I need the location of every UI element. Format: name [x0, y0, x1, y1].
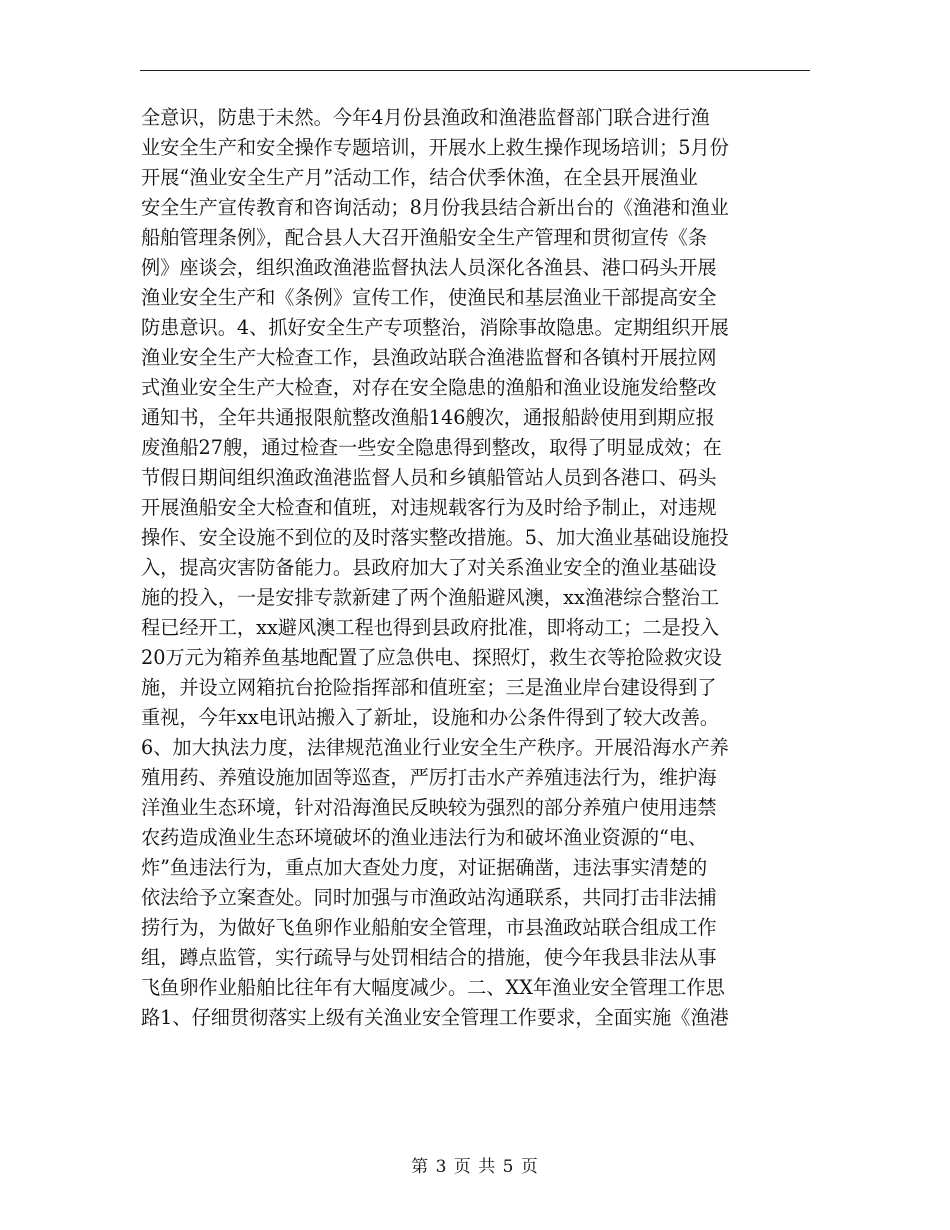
text-line: 6、加大执法力度，法律规范渔业行业安全生产秩序。开展沿海水产养 [141, 736, 729, 759]
text-line: 殖用药、养殖设施加固等巡查，严厉打击水产养殖违法行为，维护海 [141, 766, 717, 789]
text-line: 施，并设立网箱抗台抢险指挥部和值班室；三是渔业岸台建设得到了 [141, 676, 717, 699]
header-rule [140, 70, 810, 71]
text-line: 通知书，全年共通报限航整改渔船146艘次，通报船龄使用到期应报 [141, 406, 715, 429]
text-line: 施的投入，一是安排专款新建了两个渔船避风澳，xx渔港综合整治工 [141, 586, 720, 609]
text-line: 节假日期间组织渔政渔港监督人员和乡镇船管站人员到各港口、码头 [141, 466, 717, 489]
text-line: 废渔船27艘，通过检查一些安全隐患得到整改，取得了明显成效；在 [141, 436, 722, 459]
text-line: 船舶管理条例》，配合县人大召开渔船安全生产管理和贯彻宣传《条 [141, 226, 708, 249]
text-line: 渔业安全生产和《条例》宣传工作，使渔民和基层渔业干部提高安全 [141, 286, 717, 309]
text-line: 防患意识。4、抓好安全生产专项整治，消除事故隐患。定期组织开展 [141, 316, 729, 339]
text-line: 捞行为，为做好飞鱼卵作业船舶安全管理，市县渔政站联合组成工作 [141, 916, 717, 939]
text-line: 洋渔业生态环境，针对沿海渔民反映较为强烈的部分养殖户使用违禁 [141, 796, 717, 819]
text-line: 例》座谈会，组织渔政渔港监督执法人员深化各渔县、港口码头开展 [141, 256, 717, 279]
text-line: 开展渔船安全大检查和值班，对违规载客行为及时给予制止，对违规 [141, 496, 717, 519]
text-line: 20万元为箱养鱼基地配置了应急供电、探照灯，救生衣等抢险救灾设 [141, 646, 722, 669]
body-text [141, 103, 821, 1033]
text-line: 开展“渔业安全生产月”活动工作，结合伏季休渔，在全县开展渔业 [141, 166, 698, 189]
text-line: 程已经开工，xx避风澳工程也得到县政府批准，即将动工；二是投入 [141, 616, 720, 639]
text-line: 渔业安全生产大检查工作，县渔政站联合渔港监督和各镇村开展拉网 [141, 346, 717, 369]
text-line: 操作、安全设施不到位的及时落实整改措施。5、加大渔业基础设施投 [141, 526, 729, 549]
text-line: 重视，今年xx电讯站搬入了新址，设施和办公条件得到了较大改善。 [141, 706, 720, 729]
text-line: 炸”鱼违法行为，重点加大查处力度，对证据确凿，违法事实清楚的 [141, 856, 708, 879]
text-line: 飞鱼卵作业船舶比往年有大幅度减少。二、XX年渔业安全管理工作思 [141, 976, 725, 999]
text-line: 入，提高灾害防备能力。县政府加大了对关系渔业安全的渔业基础设 [141, 556, 717, 579]
text-line: 依法给予立案查处。同时加强与市渔政站沟通联系，共同打击非法捕 [141, 886, 717, 909]
text-line: 业安全生产和安全操作专题培训，开展水上救生操作现场培训；5月份 [141, 136, 729, 159]
text-line: 农药造成渔业生态环境破坏的渔业违法行为和破坏渔业资源的“电、 [141, 826, 708, 849]
text-line: 全意识，防患于未然。今年4月份县渔政和渔港监督部门联合进行渔 [141, 106, 710, 129]
text-line: 式渔业安全生产大检查，对存在安全隐患的渔船和渔业设施发给整改 [141, 376, 717, 399]
text-line: 路1、仔细贯彻落实上级有关渔业安全管理工作要求，全面实施《渔港 [141, 1006, 729, 1029]
text-line: 安全生产宣传教育和咨询活动；8月份我县结合新出台的《渔港和渔业 [141, 196, 729, 219]
page-footer: 第 3 页 共 5 页 [411, 1157, 539, 1177]
text-line: 组，蹲点监管，实行疏导与处罚相结合的措施，使今年我县非法从事 [141, 946, 717, 969]
